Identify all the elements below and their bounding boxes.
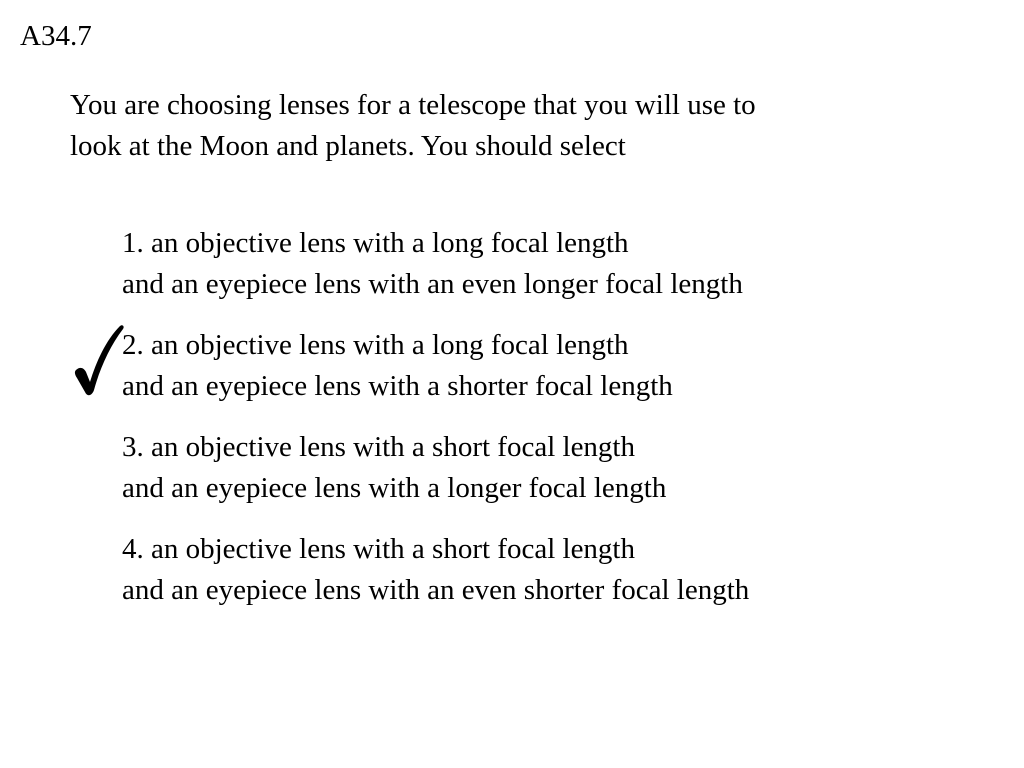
answer-option-3 [122,427,1002,509]
answer-options [122,223,1002,631]
option-line: 1. an objective lens with a long focal length [122,227,629,259]
slide-number: A34.7 [20,20,92,52]
option-line: and an eyepiece lens with an even shorter focal length [122,574,750,606]
checkmark-icon [72,322,126,398]
option-line: and an eyepiece lens with an even longer focal length [122,268,743,300]
question-line: You are choosing lenses for a telescope that you will use to [70,89,756,121]
option-line: 2. an objective lens with a long focal length [122,329,629,361]
answer-option-1 [122,223,1002,305]
answer-option-2 [122,325,1002,407]
question-text [70,85,970,167]
answer-option-4 [122,529,1002,611]
option-line: and an eyepiece lens with a shorter focal length [122,370,673,402]
question-line: look at the Moon and planets. You should select [70,130,626,162]
option-line: 4. an objective lens with a short focal length [122,533,635,565]
option-line: and an eyepiece lens with a longer focal length [122,472,667,504]
option-line: 3. an objective lens with a short focal length [122,431,635,463]
